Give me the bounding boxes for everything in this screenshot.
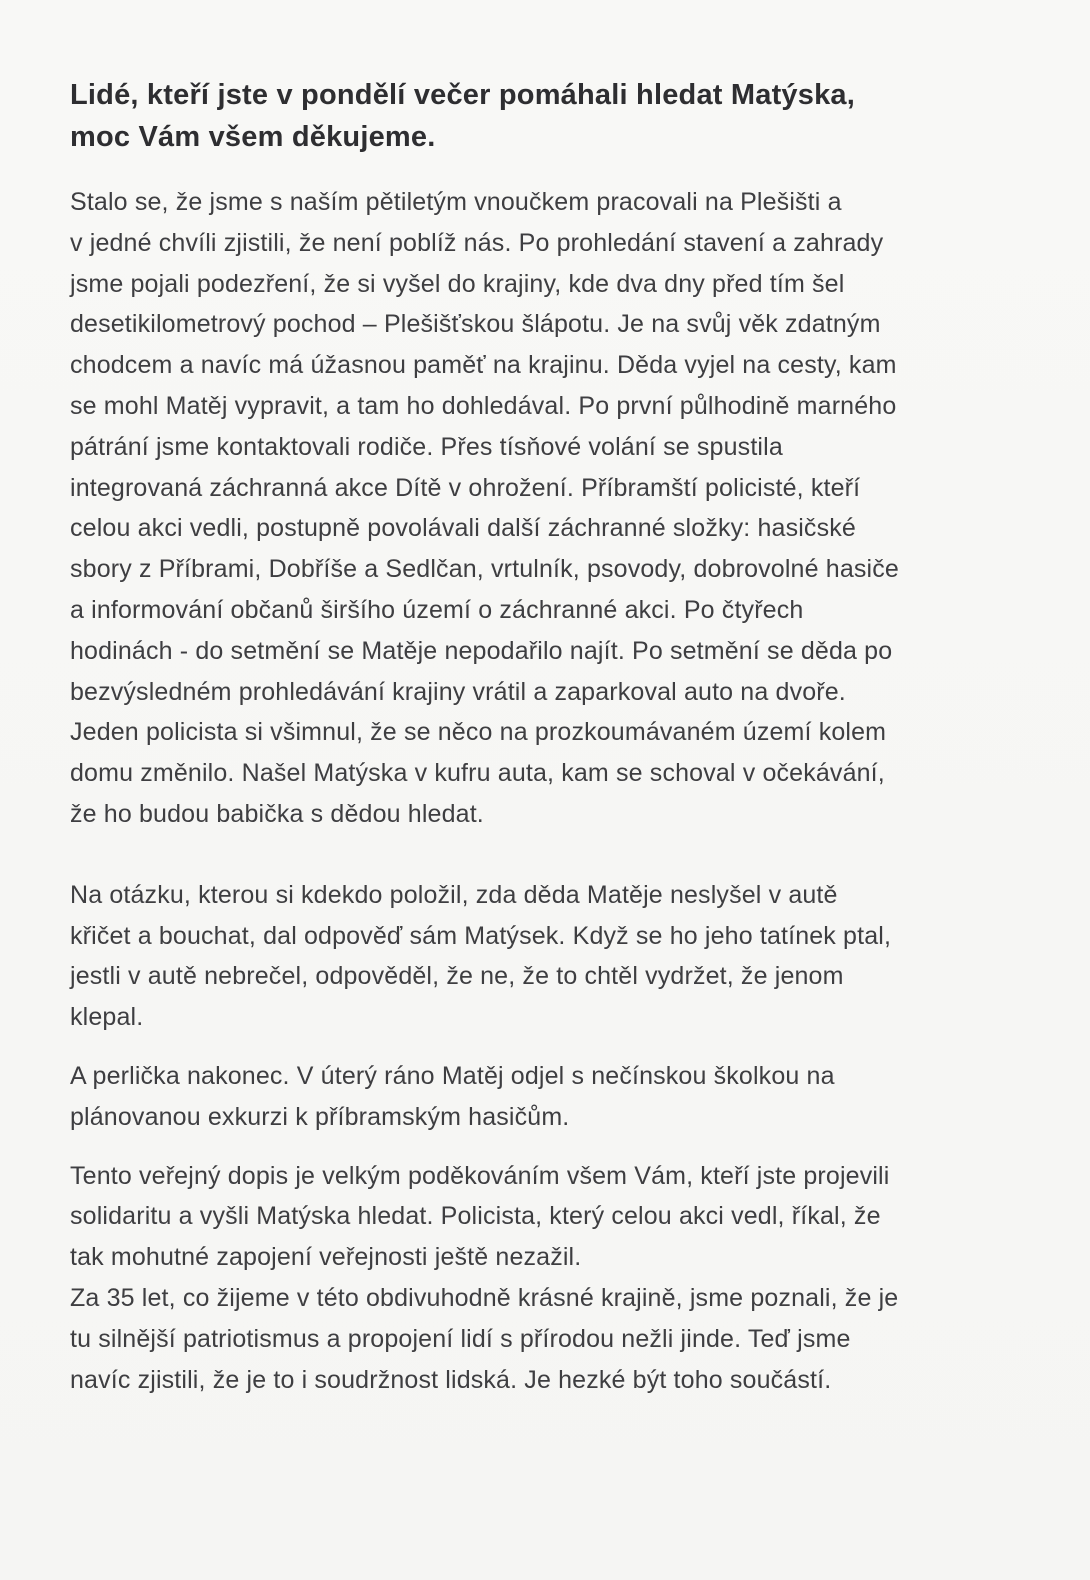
text-line: Na otázku, kterou si kdekdo položil, zda děda Matěje neslyšel v autě bbox=[70, 880, 838, 909]
text-line: bezvýsledném prohledávání krajiny vrátil a zaparkoval auto na dvoře. bbox=[70, 677, 846, 706]
text-line: že ho budou babička s dědou hledat. bbox=[70, 799, 484, 828]
paragraph-anecdote bbox=[70, 1056, 1045, 1138]
text-line: A perlička nakonec. V úterý ráno Matěj odjel s nečínskou školkou na bbox=[70, 1061, 835, 1090]
text-line: se mohl Matěj vypravit, a tam ho dohledával. Po první půlhodině marného bbox=[70, 391, 897, 420]
paragraph-closing bbox=[70, 1278, 1045, 1400]
paragraph-thanks bbox=[70, 1156, 1045, 1278]
text-line: chodcem a navíc má úžasnou paměť na krajinu. Děda vyjel na cesty, kam bbox=[70, 351, 897, 380]
text-line: celou akci vedli, postupně povolávali další záchranné složky: hasičské bbox=[70, 514, 856, 543]
thank-you-letter bbox=[70, 74, 1045, 1400]
text-line: a informování občanů širšího území o záchranné akci. Po čtyřech bbox=[70, 595, 804, 624]
text-line: integrovaná záchranná akce Dítě v ohrožení. Příbramští policisté, kteří bbox=[70, 473, 861, 502]
text-line: jestli v autě nebrečel, odpověděl, že ne, že to chtěl vydržet, že jenom bbox=[70, 962, 844, 991]
text-line: pátrání jsme kontaktovali rodiče. Přes tísňové volání se spustila bbox=[70, 432, 783, 461]
text-line: klepal. bbox=[70, 1003, 144, 1032]
text-line: jsme pojali podezření, že si vyšel do krajiny, kde dva dny před tím šel bbox=[70, 269, 845, 298]
text-line: Stalo se, že jsme s naším pětiletým vnoučkem pracovali na Plešišti a bbox=[70, 188, 842, 216]
text-line: domu změnilo. Našel Matýska v kufru auta, kam se schoval v očekávání, bbox=[70, 759, 885, 788]
letter-heading bbox=[70, 74, 1045, 158]
text-line: Za 35 let, co žijeme v této obdivuhodně krásné krajině, jsme poznali, že je bbox=[70, 1283, 899, 1312]
paragraph-story bbox=[70, 182, 1045, 835]
text-line: tak mohutné zapojení veřejnosti ještě nezažil. bbox=[70, 1243, 582, 1272]
text-line: křičet a bouchat, dal odpověď sám Matýsek. Když se ho jeho tatínek ptal, bbox=[70, 921, 892, 950]
text-line: v jedné chvíli zjistili, že není poblíž nás. Po prohledání stavení a zahrady bbox=[70, 228, 884, 257]
heading-line: moc Vám všem děkujeme. bbox=[70, 121, 436, 153]
text-line: desetikilometrový pochod – Plešišťskou šlápotu. Je na svůj věk zdatným bbox=[70, 310, 881, 339]
text-line: sbory z Příbrami, Dobříše a Sedlčan, vrtulník, psovody, dobrovolné hasiče bbox=[70, 555, 899, 584]
text-line: navíc zjistili, že je to i soudržnost lidská. Je hezké být toho součástí. bbox=[70, 1365, 832, 1394]
text-line: hodinách - do setmění se Matěje nepodařilo najít. Po setmění se děda po bbox=[70, 636, 893, 665]
text-line: solidaritu a vyšli Matýska hledat. Policista, který celou akci vedl, říkal, že bbox=[70, 1202, 881, 1231]
text-line: plánovanou exkurzi k příbramským hasičům. bbox=[70, 1102, 570, 1131]
text-line: Tento veřejný dopis je velkým poděkováním všem Vám, kteří jste projevili bbox=[70, 1161, 890, 1190]
heading-line: Lidé, kteří jste v pondělí večer pomáhali hledat Matýska, bbox=[70, 79, 855, 111]
paragraph-question bbox=[70, 875, 1045, 1038]
text-line: tu silnější patriotismus a propojení lidí s přírodou nežli jinde. Teď jsme bbox=[70, 1324, 851, 1353]
text-line: Jeden policista si všimnul, že se něco na prozkoumávaném území kolem bbox=[70, 718, 887, 747]
